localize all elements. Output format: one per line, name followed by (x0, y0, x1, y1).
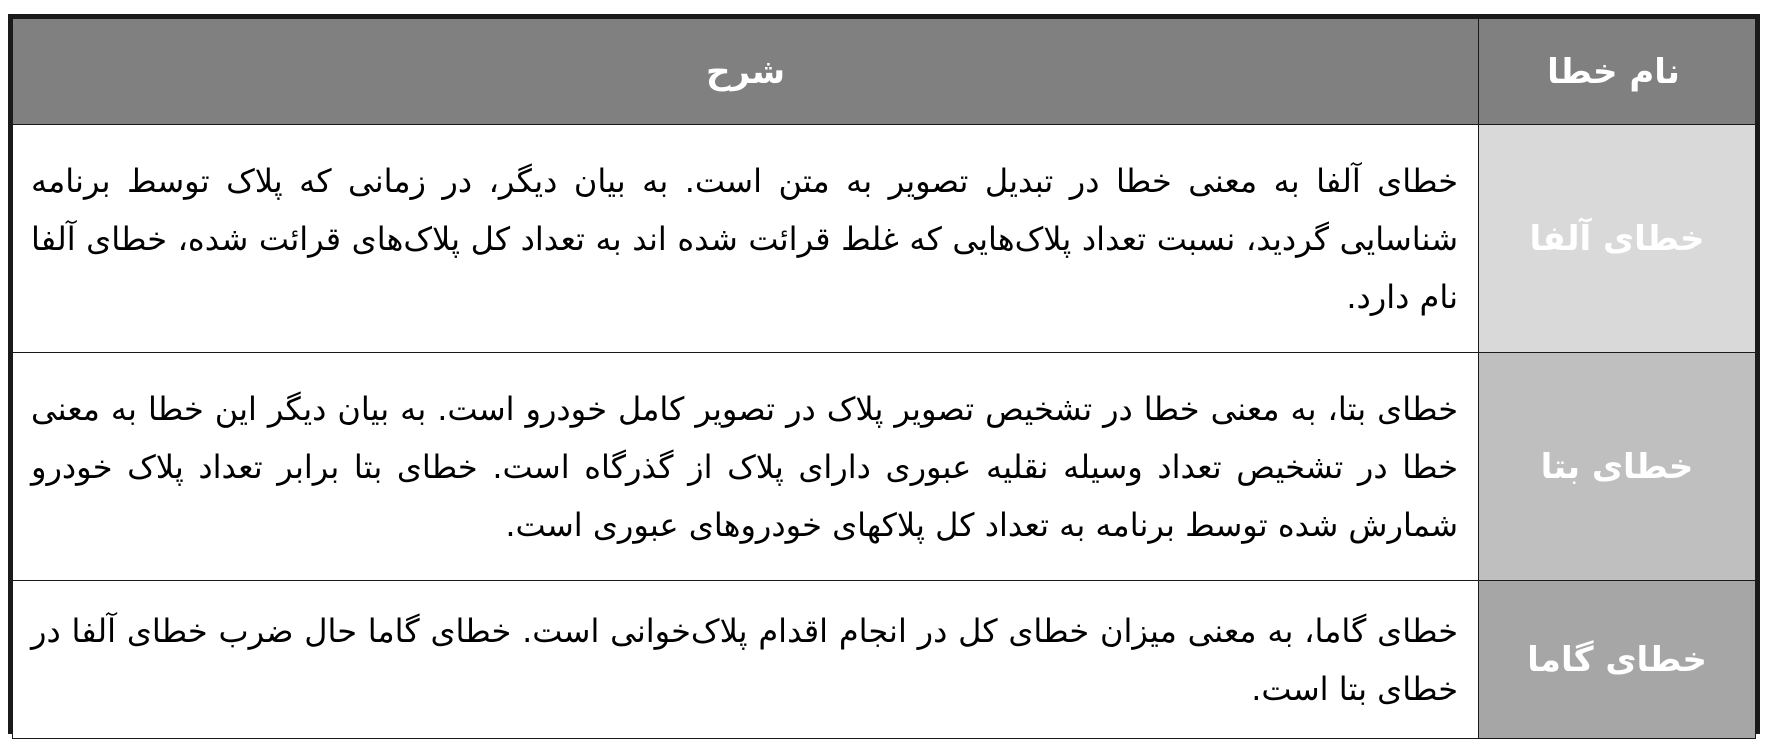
table-row-beta (13, 353, 1756, 581)
error-description-alpha: خطای آلفا به معنی خطا در تبدیل تصویر به متن است. به بیان دیگر، در زمانی که پلاک توسط برنامه شناسایی گردید، نسبت تعداد پلاک‌هایی که غلط قرائت شده اند به تعداد کل پلاک‌های قرائت شده، خطای آلفا نام دارد. (13, 125, 1479, 353)
error-types-table (12, 18, 1756, 739)
header-description: شرح (13, 19, 1479, 125)
error-description-gamma: خطای گاما، به معنی میزان خطای کل در انجام اقدام پلاک‌خوانی است. خطای گاما حال ضرب خطای آلفا در خطای بتا است. (13, 581, 1479, 739)
table-row-gamma (13, 581, 1756, 739)
error-name-alpha: خطای آلفا (1479, 125, 1756, 353)
error-types-table-container (8, 14, 1760, 734)
error-name-beta: خطای بتا (1479, 353, 1756, 581)
table-row-alpha (13, 125, 1756, 353)
table-header-row (13, 19, 1756, 125)
error-name-gamma: خطای گاما (1479, 581, 1756, 739)
error-description-beta: خطای بتا، به معنی خطا در تشخیص تصویر پلاک در تصویر کامل خودرو است. به بیان دیگر این خطا به معنی خطا در تشخیص تعداد وسیله نقلیه عبوری دارای پلاک از گذرگاه است. خطای بتا برابر تعداد پلاک خودرو شمارش شده توسط برنامه به تعداد کل پلاکهای خودروهای عبوری است. (13, 353, 1479, 581)
header-error-name: نام خطا (1479, 19, 1756, 125)
